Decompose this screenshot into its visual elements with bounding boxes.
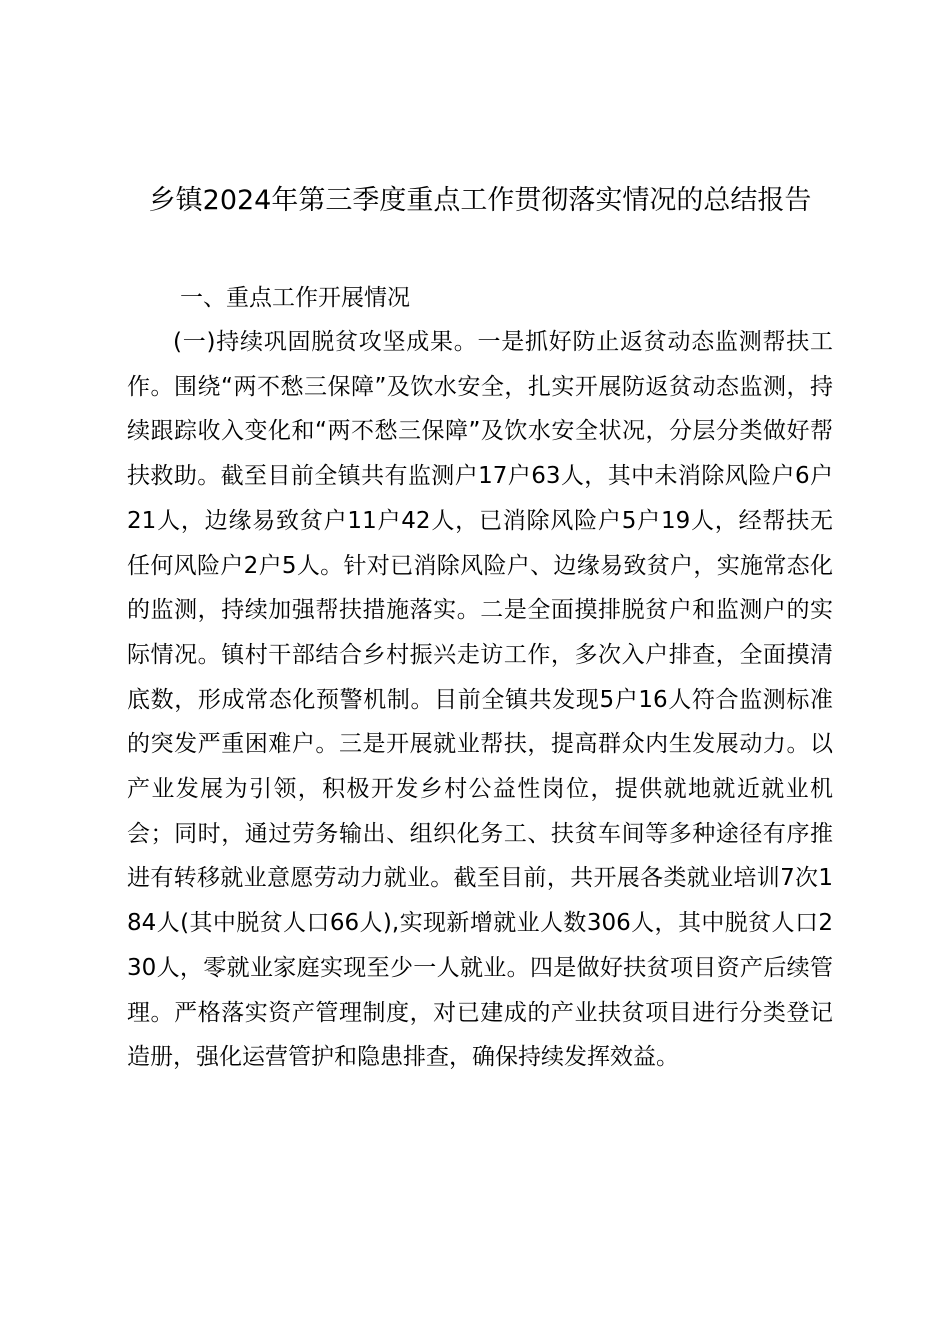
body-paragraph: (一)持续巩固脱贫攻坚成果。一是抓好防止返贫动态监测帮扶工作。围绕“两不愁三保障”及饮水安全，扎实开展防返贫动态监测，持续跟踪收入变化和“两不愁三保障”及饮水安全状况，分层分类做好帮扶救助。截至目前全镇共有监测户17户63人，其中未消除风险户6户21人，边缘易致贫户11户42人，已消除风险户5户19人，经帮扶无任何风险户2户5人。针对已消除风险户、边缘易致贫户，实施常态化的监测，持续加强帮扶措施落实。二是全面摸排脱贫户和监测户的实际情况。镇村干部结合乡村振兴走访工作，多次入户排查，全面摸清底数，形成常态化预警机制。目前全镇共发现5户16人符合监测标准的突发严重困难户。三是开展就业帮扶，提高群众内生发展动力。以产业发展为引领，积极开发乡村公益性岗位，提供就地就近就业机会；同时，通过劳务输出、组织化务工、扶贫车间等多种途径有序推进有转移就业意愿劳动力就业。截至目前，共开展各类就业培训7次184人(其中脱贫人口66人),实现新增就业人数306人，其中脱贫人口230人，零就业家庭实现至少一人就业。四是做好扶贫项目资产后续管理。严格落实资产管理制度，对已建成的产业扶贫项目进行分类登记造册，强化运营管护和隐患排查，确保持续发挥效益。 bbox=[127, 329, 833, 1071]
document-title: 乡镇2024年第三季度重点工作贯彻落实情况的总结报告 bbox=[148, 185, 812, 216]
section-heading: 一、重点工作开展情况 bbox=[180, 285, 410, 311]
